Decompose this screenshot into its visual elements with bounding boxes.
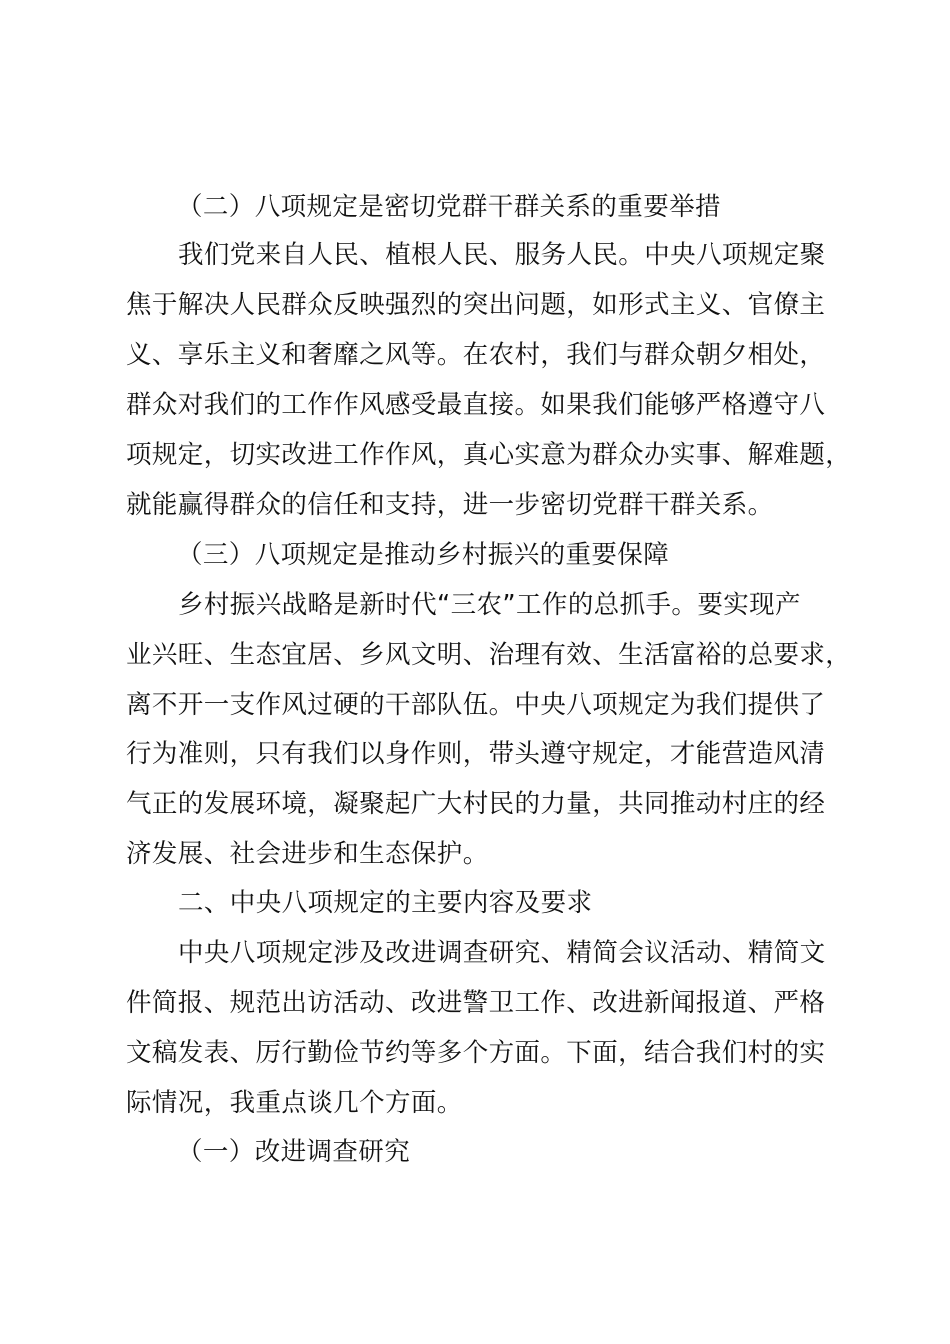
paragraph-line: 际情况，我重点谈几个方面。 <box>126 1088 463 1118</box>
paragraph-line: 气正的发展环境，凝聚起广大村民的力量，共同推动村庄的经 <box>126 789 826 819</box>
paragraph-line: 义、享乐主义和奢靡之风等。在农村，我们与群众朝夕相处， <box>126 340 826 370</box>
subheading-improve-research: （一）改进调查研究 <box>177 1137 411 1167</box>
paragraph-line: 就能赢得群众的信任和支持，进一步密切党群干群关系。 <box>126 490 774 520</box>
heading-eight-rules-party-masses: （二）八项规定是密切党群干群关系的重要举措 <box>177 192 721 222</box>
paragraph-line: 行为准则，只有我们以身作则，带头遵守规定，才能营造风清 <box>126 739 826 769</box>
paragraph-line: 济发展、社会进步和生态保护。 <box>126 839 489 869</box>
paragraph-line: 文稿发表、厉行勤俭节约等多个方面。下面，结合我们村的实 <box>126 1038 826 1068</box>
paragraph-line: 群众对我们的工作作风感受最直接。如果我们能够严格遵守八 <box>126 390 826 420</box>
paragraph-line: 业兴旺、生态宜居、乡风文明、治理有效、生活富裕的总要求， <box>126 640 852 670</box>
paragraph-line: 离不开一支作风过硬的干部队伍。中央八项规定为我们提供了 <box>126 690 826 720</box>
paragraph-line: 件简报、规范出访活动、改进警卫工作、改进新闻报道、严格 <box>126 988 826 1018</box>
paragraph-line: 中央八项规定涉及改进调查研究、精简会议活动、精简文 <box>178 938 826 968</box>
paragraph-line: 我们党来自人民、植根人民、服务人民。中央八项规定聚 <box>178 240 826 270</box>
paragraph-line: 乡村振兴战略是新时代“三农”工作的总抓手。要实现产 <box>178 590 801 620</box>
heading-rural-revitalization: （三）八项规定是推动乡村振兴的重要保障 <box>177 540 670 570</box>
paragraph-line: 焦于解决人民群众反映强烈的突出问题，如形式主义、官僚主 <box>126 290 826 320</box>
section-heading-main-content: 二、中央八项规定的主要内容及要求 <box>178 888 593 918</box>
paragraph-line: 项规定，切实改进工作作风，真心实意为群众办实事、解难题， <box>126 440 852 470</box>
